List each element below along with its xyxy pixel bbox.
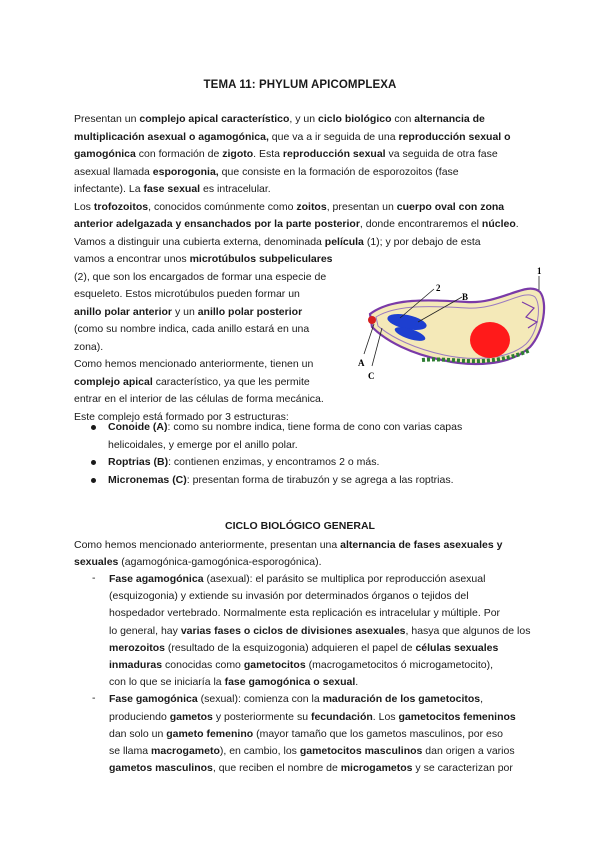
item2-line-1: Fase gamogónica (sexual): comienza con la maduración de los gametocitos, bbox=[109, 693, 484, 706]
apicomplexa-cell-diagram bbox=[352, 262, 552, 382]
cycle-line-2: sexuales (agamogónica-gamogónica-esporogónica). bbox=[74, 556, 322, 568]
apical-tip bbox=[368, 316, 376, 324]
item2-line-3: dan solo un gameto femenino (mayor tamaño que los gametos masculinos, por eso bbox=[109, 727, 503, 740]
intro-line-15: Como hemos mencionado anteriormente, tienen un bbox=[74, 358, 314, 370]
nucleus bbox=[470, 322, 510, 358]
label-c: C bbox=[368, 371, 375, 381]
section-title: CICLO BIOLÓGICO GENERAL bbox=[225, 520, 375, 532]
intro-line-13: (como su nombre indica, cada anillo estará en una bbox=[74, 323, 310, 335]
intro-line-12: anillo polar anterior y un anillo polar posterior bbox=[74, 305, 303, 318]
intro-line-18: Este complejo está formado por 3 estructuras: bbox=[74, 410, 289, 423]
list-item: Conoide (A): como su nombre indica, tiene forma de cono con varias capas helicoidales, y emerge por el anillo polar. bbox=[91, 419, 551, 459]
intro-line-14: zona). bbox=[74, 340, 104, 353]
label-1: 1 bbox=[537, 266, 542, 276]
intro-line-16: complejo apical característico, ya que les permite bbox=[74, 375, 310, 388]
label-a: A bbox=[358, 358, 365, 368]
bullet-dot bbox=[91, 478, 96, 483]
intro-line-11: esqueleto. Estos microtúbulos pueden formar un bbox=[74, 288, 300, 300]
label-2: 2 bbox=[436, 283, 441, 293]
intro-line-9: vamos a encontrar unos microtúbulos subpeliculares bbox=[74, 253, 333, 265]
label-line-a bbox=[364, 324, 374, 354]
intro-line-3: gamogónica con formación de zigoto. Esta reproducción sexual va seguida de otra fase bbox=[74, 148, 498, 160]
intro-line-10: (2), que son los encargados de formar una especie de bbox=[74, 270, 327, 283]
bullet-dot bbox=[91, 460, 96, 465]
item2-line-5: gametos masculinos, que reciben el nombre de microgametos y se caracterizan por bbox=[109, 762, 513, 775]
item1-line-2: (esquizogonia) y extiende su invasión por determinados órganos o tejidos del bbox=[109, 590, 469, 603]
intro-line-17: entrar en el interior de las células de forma mecánica. bbox=[74, 393, 324, 405]
intro-line-5: infectante). La fase sexual es intracelular. bbox=[74, 183, 271, 195]
item1-line-3: hospedador vertebrado. Normalmente esta replicación es intracelular y múltiple. Por bbox=[109, 607, 501, 620]
cycle-line-1: Como hemos mencionado anteriormente, presentan una alternancia de fases asexuales y bbox=[74, 538, 503, 551]
item2-line-4: se llama macrogameto), en cambio, los gametocitos masculinos dan origen a varios bbox=[109, 745, 515, 757]
intro-line-1: Presentan un complejo apical característico, y un ciclo biológico con alternancia de bbox=[74, 113, 485, 125]
list-item: Roptrias (B): contienen enzimas, y encontramos 2 o más. bbox=[91, 454, 551, 474]
intro-line-7: anterior adelgazada y ensanchados por la parte posterior, donde encontraremos el núcleo. bbox=[74, 218, 519, 230]
label-line-c bbox=[372, 328, 382, 366]
list-item: Micronemas (C): presentan forma de tirabuzón y se agrega a las roptrias. bbox=[91, 472, 551, 492]
bullet-dot bbox=[91, 425, 96, 430]
item1-line-7: con lo que se iniciaría la fase gamogónica o sexual. bbox=[109, 676, 359, 689]
page-title: TEMA 11: PHYLUM APICOMPLEXA bbox=[203, 79, 397, 91]
intro-line-4: asexual llamada esporogonia, que consiste en la formación de esporozoitos (fase bbox=[74, 165, 459, 178]
item1-line-1: Fase agamogónica (asexual): el parásito se multiplica por reproducción asexual bbox=[109, 573, 486, 585]
intro-line-2: multiplicación asexual o agamogónica, que va a ir seguida de una reproducción sexual o bbox=[74, 130, 511, 143]
label-b: B bbox=[462, 292, 469, 302]
intro-line-8: Vamos a distinguir una cubierta externa, denominada película (1); y por debajo de esta bbox=[74, 235, 481, 248]
dash-marker: - bbox=[92, 572, 96, 584]
item1-line-4: lo general, hay varias fases o ciclos de divisiones asexuales, hasya que algunos de los bbox=[109, 624, 531, 637]
item1-line-6: inmaduras conocidas como gametocitos (macrogametocitos ó microgametocito), bbox=[109, 659, 494, 671]
intro-line-6: Los trofozoitos, conocidos comúnmente como zoitos, presentan un cuerpo oval con zona bbox=[74, 200, 505, 213]
item2-line-2: produciendo gametos y posteriormente su fecundación. Los gametocitos femeninos bbox=[109, 710, 516, 723]
item1-line-5: merozoitos (resultado de la esquizogonia) adquieren el papel de células sexuales bbox=[109, 641, 499, 654]
dash-marker: - bbox=[92, 692, 96, 704]
